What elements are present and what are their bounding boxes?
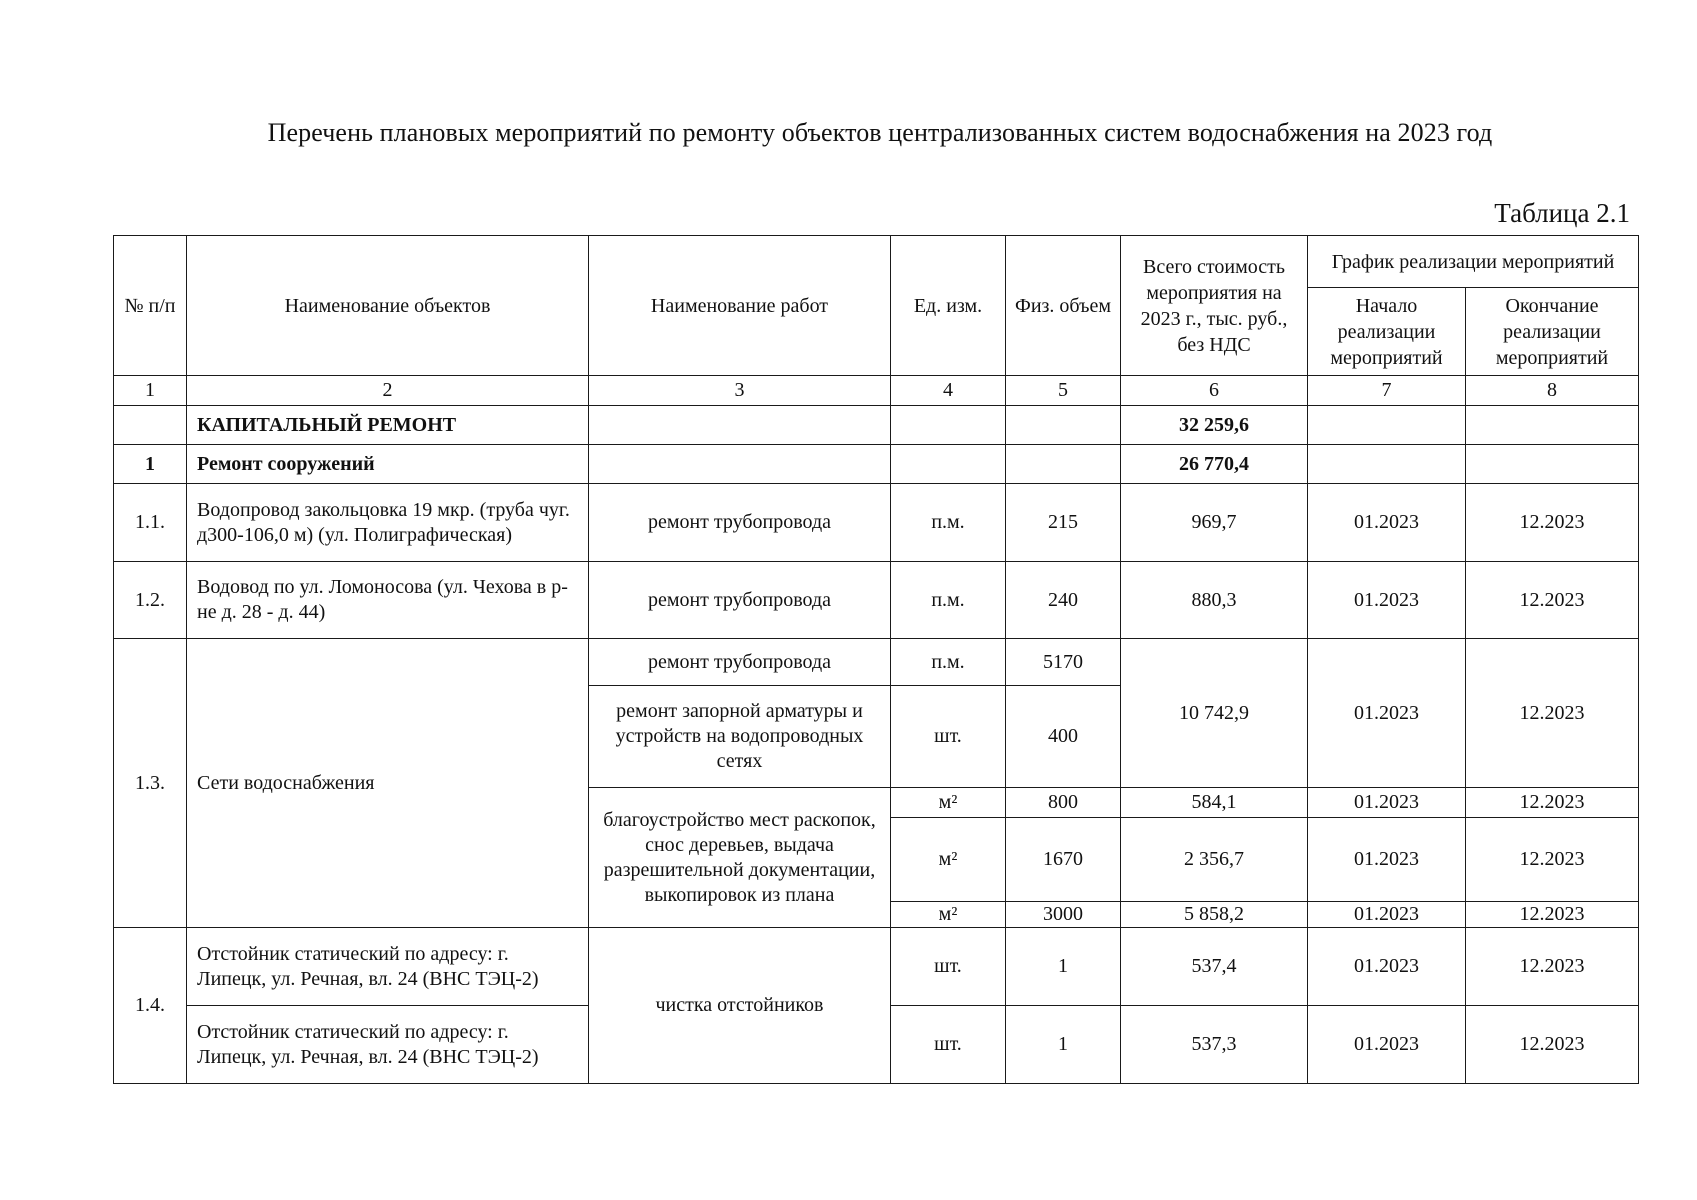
unit: п.м. — [891, 639, 1006, 686]
object-name: Водопровод закольцовка 19 мкр. (труба чуг. д300-106,0 м) (ул. Полиграфическая) — [187, 484, 589, 562]
col-number: 7 — [1308, 376, 1466, 406]
table-row — [114, 562, 1639, 639]
end-date: 12.2023 — [1466, 562, 1639, 639]
unit: м² — [891, 818, 1006, 902]
empty-cell — [1006, 406, 1121, 445]
col-number: 6 — [1121, 376, 1308, 406]
volume: 1 — [1006, 928, 1121, 1006]
header-unit: Ед. изм. — [891, 236, 1006, 376]
col-number: 5 — [1006, 376, 1121, 406]
unit: шт. — [891, 928, 1006, 1006]
unit: шт. — [891, 1006, 1006, 1084]
start-date: 01.2023 — [1308, 484, 1466, 562]
start-date: 01.2023 — [1308, 1006, 1466, 1084]
unit: п.м. — [891, 484, 1006, 562]
unit: п.м. — [891, 562, 1006, 639]
section-title: Ремонт сооружений — [187, 445, 589, 484]
object-name: Отстойник статический по адресу: г. Липецк, ул. Речная, вл. 24 (ВНС ТЭЦ-2) — [187, 928, 589, 1006]
start-date: 01.2023 — [1308, 902, 1466, 928]
column-numbers-row — [114, 376, 1639, 406]
capital-repair-title: КАПИТАЛЬНЫЙ РЕМОНТ — [187, 406, 589, 445]
start-date: 01.2023 — [1308, 818, 1466, 902]
header-num: № п/п — [114, 236, 187, 376]
cost: 2 356,7 — [1121, 818, 1308, 902]
empty-cell — [589, 445, 891, 484]
cost: 969,7 — [1121, 484, 1308, 562]
row-num: 1.1. — [114, 484, 187, 562]
empty-cell — [1308, 406, 1466, 445]
document-title: Перечень плановых мероприятий по ремонту объектов централизованных систем водоснабжения на 2023 год — [267, 118, 1493, 147]
empty-cell — [589, 406, 891, 445]
empty-cell — [1006, 445, 1121, 484]
col-number: 3 — [589, 376, 891, 406]
empty-cell — [891, 406, 1006, 445]
header-cost: Всего стоимость мероприятия на 2023 г., тыс. руб., без НДС — [1121, 236, 1308, 376]
end-date: 12.2023 — [1466, 1006, 1639, 1084]
end-date: 12.2023 — [1466, 788, 1639, 818]
work-name: ремонт трубопровода — [589, 484, 891, 562]
row-num: 1.3. — [114, 639, 187, 928]
empty-cell — [891, 445, 1006, 484]
header-works: Наименование работ — [589, 236, 891, 376]
table-row — [114, 484, 1639, 562]
unit: м² — [891, 788, 1006, 818]
start-date: 01.2023 — [1308, 788, 1466, 818]
work-name: ремонт трубопровода — [589, 562, 891, 639]
section-total: 26 770,4 — [1121, 445, 1308, 484]
section-num: 1 — [114, 445, 187, 484]
work-name: благоустройство мест раскопок, снос деревьев, выдача разрешительной документации, выкопировок из плана — [589, 788, 891, 928]
end-date: 12.2023 — [1466, 818, 1639, 902]
unit: м² — [891, 902, 1006, 928]
work-name: чистка отстойников — [589, 928, 891, 1084]
volume: 1670 — [1006, 818, 1121, 902]
volume: 240 — [1006, 562, 1121, 639]
cost: 880,3 — [1121, 562, 1308, 639]
start-date: 01.2023 — [1308, 928, 1466, 1006]
header-end: Окончание реализации мероприятий — [1466, 288, 1639, 376]
empty-cell — [1466, 445, 1639, 484]
empty-cell — [114, 406, 187, 445]
col-number: 8 — [1466, 376, 1639, 406]
start-date: 01.2023 — [1308, 639, 1466, 788]
row-num: 1.2. — [114, 562, 187, 639]
cost: 10 742,9 — [1121, 639, 1308, 788]
work-name: ремонт запорной арматуры и устройств на водопроводных сетях — [589, 686, 891, 788]
cost: 537,3 — [1121, 1006, 1308, 1084]
volume: 800 — [1006, 788, 1121, 818]
header-schedule: График реализации мероприятий — [1308, 236, 1639, 288]
row-num: 1.4. — [114, 928, 187, 1084]
empty-cell — [1466, 406, 1639, 445]
cost: 537,4 — [1121, 928, 1308, 1006]
unit: шт. — [891, 686, 1006, 788]
empty-cell — [1308, 445, 1466, 484]
end-date: 12.2023 — [1466, 928, 1639, 1006]
end-date: 12.2023 — [1466, 639, 1639, 788]
table-label: Таблица 2.1 — [1494, 198, 1630, 228]
capital-repair-total: 32 259,6 — [1121, 406, 1308, 445]
col-number: 2 — [187, 376, 589, 406]
cost: 5 858,2 — [1121, 902, 1308, 928]
end-date: 12.2023 — [1466, 484, 1639, 562]
start-date: 01.2023 — [1308, 562, 1466, 639]
col-number: 1 — [114, 376, 187, 406]
table-row — [114, 639, 1639, 686]
table-row — [114, 928, 1639, 1006]
object-name: Сети водоснабжения — [187, 639, 589, 928]
col-number: 4 — [891, 376, 1006, 406]
volume: 215 — [1006, 484, 1121, 562]
volume: 400 — [1006, 686, 1121, 788]
object-name: Отстойник статический по адресу: г. Липецк, ул. Речная, вл. 24 (ВНС ТЭЦ-2) — [187, 1006, 589, 1084]
volume: 5170 — [1006, 639, 1121, 686]
header-objects: Наименование объектов — [187, 236, 589, 376]
object-name: Водовод по ул. Ломоносова (ул. Чехова в р-не д. 28 - д. 44) — [187, 562, 589, 639]
capital-repair-row — [114, 406, 1639, 445]
header-volume: Физ. объем — [1006, 236, 1121, 376]
end-date: 12.2023 — [1466, 902, 1639, 928]
cost: 584,1 — [1121, 788, 1308, 818]
volume: 3000 — [1006, 902, 1121, 928]
header-start: Начало реализации мероприятий — [1308, 288, 1466, 376]
work-name: ремонт трубопровода — [589, 639, 891, 686]
volume: 1 — [1006, 1006, 1121, 1084]
section-row — [114, 445, 1639, 484]
plan-table — [113, 235, 1639, 1084]
